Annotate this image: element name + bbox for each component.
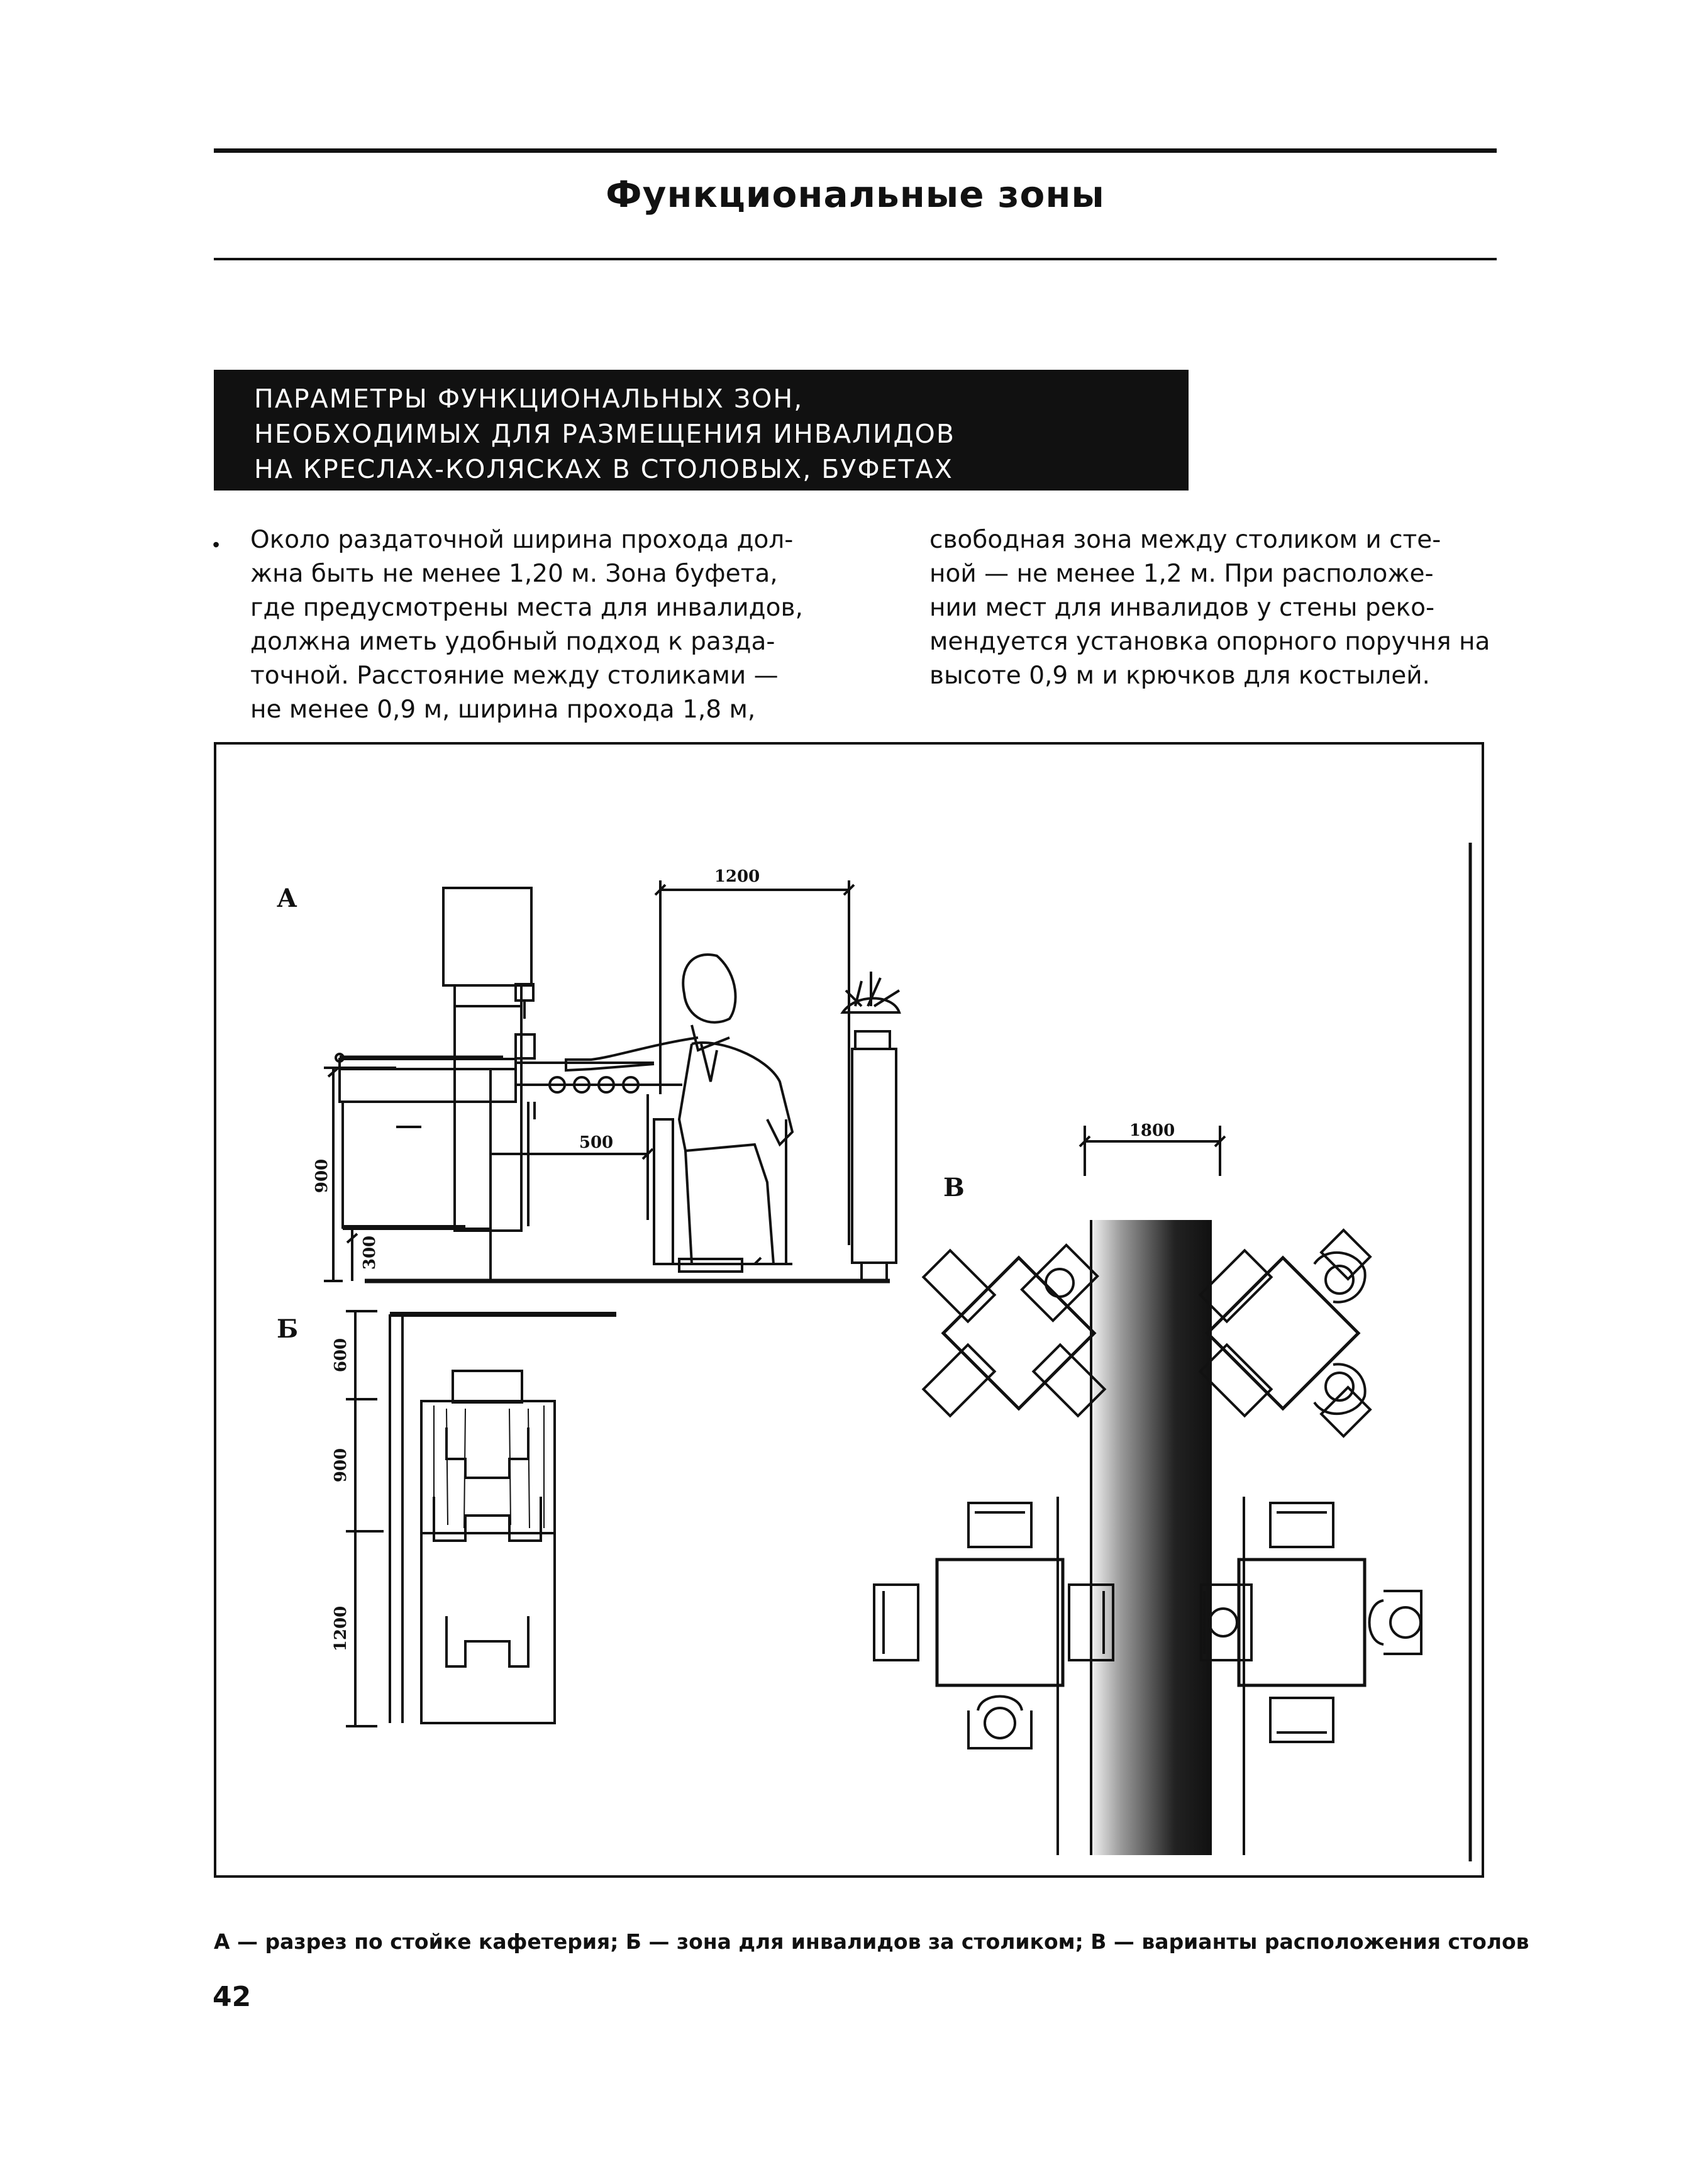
person-icon	[1314, 1230, 1370, 1302]
body-line: высоте 0,9 м и крючков для костылей.	[929, 662, 1430, 690]
section-a	[277, 880, 899, 1281]
body-left-column	[250, 523, 803, 727]
top-rule	[214, 148, 1497, 153]
dim-1200-b: 1200	[331, 1605, 350, 1652]
dim-600: 600	[331, 1338, 350, 1373]
person-icon	[1314, 1364, 1370, 1436]
plant-icon	[843, 972, 899, 1281]
body-line: жна быть не менее 1,20 м. Зона буфета,	[250, 560, 778, 588]
section-banner	[214, 370, 1189, 491]
table-square-left	[874, 1503, 1113, 1748]
dim-900-a: 900	[313, 1158, 331, 1194]
page-title: Функциональные зоны	[606, 173, 1105, 216]
wheelchair-user-icon	[566, 955, 792, 1272]
body-line: ной — не менее 1,2 м. При расположе-	[929, 560, 1434, 588]
figure-drawing	[214, 742, 1484, 1878]
section-b	[277, 1311, 616, 1726]
bullet-marker: •	[213, 533, 220, 556]
label-a: А	[277, 884, 297, 913]
page-number: 42	[213, 1981, 252, 2013]
body-line: должна иметь удобный подход к разда-	[250, 628, 775, 656]
dim-300: 300	[360, 1235, 379, 1270]
body-line: нии мест для инвалидов у стены реко-	[929, 594, 1435, 622]
dim-500: 500	[579, 1133, 614, 1152]
table-square-right	[1201, 1503, 1421, 1742]
wheelchair-user-icon	[1022, 1245, 1097, 1321]
table-diamond-right	[1200, 1230, 1370, 1436]
aisle-strip	[1091, 1220, 1211, 1855]
title-underline	[214, 258, 1497, 260]
dim-1200-top: 1200	[714, 867, 760, 886]
figure-caption: А — разрез по стойке кафетерия; Б — зона для инвалидов за столиком; В — варианты расположения столов	[214, 1929, 1529, 1954]
dim-1800: 1800	[1129, 1121, 1175, 1140]
banner-line: ПАРАМЕТРЫ ФУНКЦИОНАЛЬНЫХ ЗОН,	[254, 384, 804, 414]
label-b: Б	[277, 1314, 299, 1344]
banner-line: НА КРЕСЛАХ-КОЛЯСКАХ В СТОЛОВЫХ, БУФЕТАХ	[254, 454, 953, 484]
body-line: точной. Расстояние между столиками —	[250, 662, 779, 690]
tray-rail	[514, 1063, 682, 1092]
banner-line: НЕОБХОДИМЫХ ДЛЯ РАЗМЕЩЕНИЯ ИНВАЛИДОВ	[254, 419, 955, 449]
body-line: не менее 0,9 м, ширина прохода 1,8 м,	[250, 696, 756, 724]
table-diamond-left	[923, 1245, 1104, 1416]
dim-900-b: 900	[331, 1448, 350, 1483]
person-icon	[1370, 1591, 1422, 1654]
body-line: свободная зона между столиком и сте-	[929, 526, 1441, 554]
person-icon	[968, 1697, 1031, 1749]
body-line: Около раздаточной ширина прохода дол-	[250, 526, 794, 554]
label-v: В	[943, 1173, 965, 1202]
body-right-column	[929, 523, 1490, 693]
body-line: где предусмотрены места для инвалидов,	[250, 594, 803, 622]
body-line: мендуется установка опорного поручня на	[929, 628, 1490, 656]
